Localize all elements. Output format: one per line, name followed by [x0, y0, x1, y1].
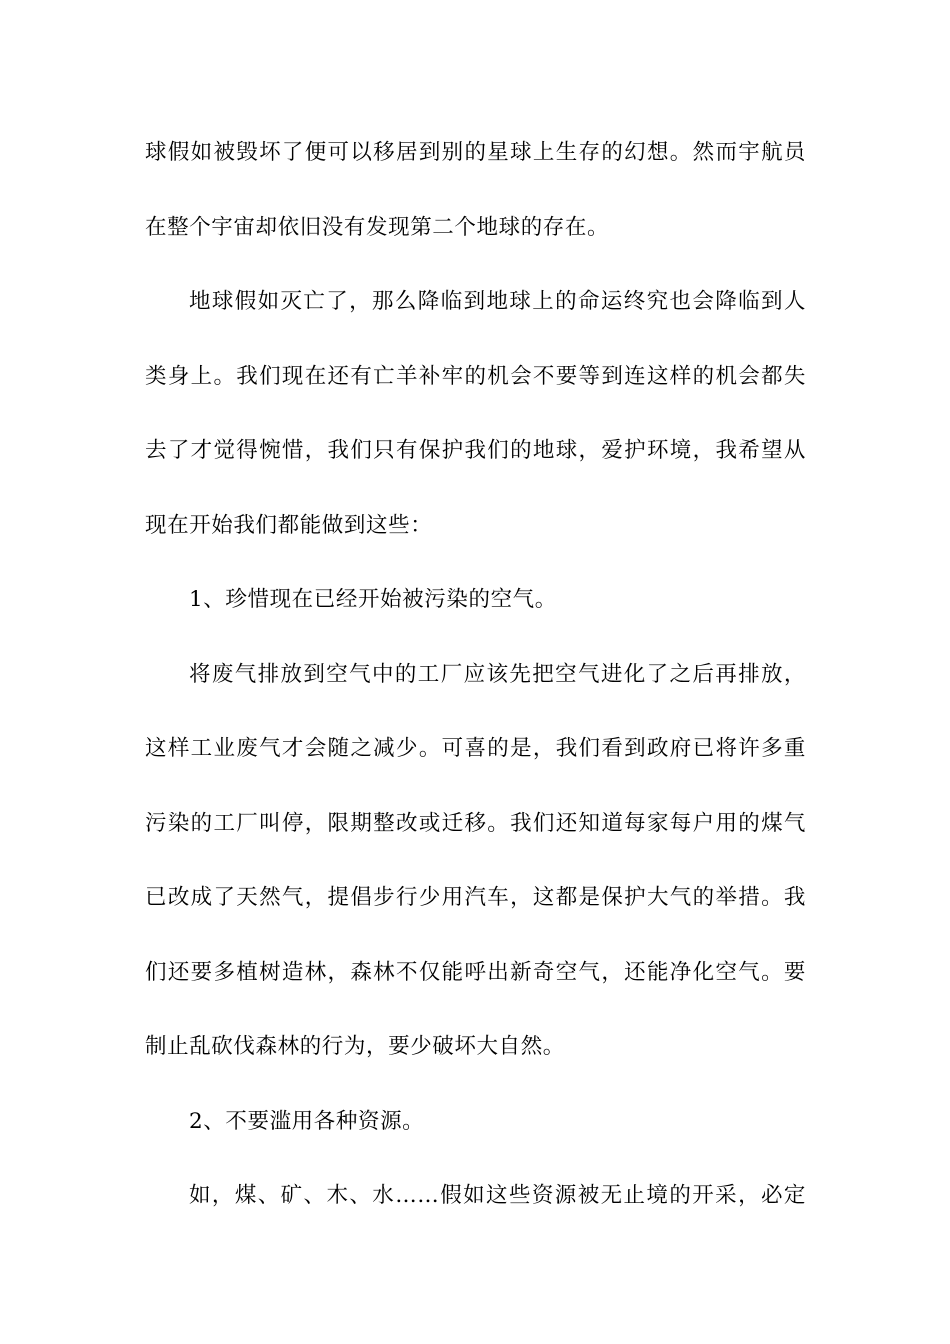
list-item-heading: 2、不要滥用各种资源。 — [189, 1108, 425, 1134]
paragraph-line: 现在开始我们都能做到这些： — [145, 512, 433, 538]
paragraph-line: 将废气排放到空气中的工厂应该先把空气进化了之后再排放， — [189, 661, 806, 687]
paragraph-line: 如，煤、矿、木、水……假如这些资源被无止境的开采，必定 — [189, 1183, 806, 1208]
paragraph-line: 制止乱砍伐森林的行为，要少破坏大自然。 — [145, 1034, 565, 1059]
paragraph-line: 们还要多植树造林，森林不仅能呼出新奇空气，还能净化空气。要 — [145, 959, 806, 985]
paragraph-line: 已改成了天然气，提倡步行少用汽车，这都是保护大气的举措。我 — [145, 885, 806, 910]
document-body — [145, 131, 806, 1249]
paragraph-line: 地球假如灭亡了，那么降临到地球上的命运终究也会降临到人 — [189, 289, 806, 314]
paragraph-line: 类身上。我们现在还有亡羊补牢的机会不要等到连这样的机会都失 — [145, 363, 806, 389]
paragraph-line: 球假如被毁坏了便可以移居到别的星球上生存的幻想。然而宇航员 — [145, 140, 806, 165]
paragraph-line: 在整个宇宙却依旧没有发现第二个地球的存在。 — [145, 214, 610, 240]
paragraph-line: 去了才觉得惋惜，我们只有保护我们的地球，爱护环境，我希望从 — [145, 438, 806, 463]
paragraph-line: 这样工业废气才会随之减少。可喜的是，我们看到政府已将许多重 — [145, 736, 806, 761]
paragraph-line: 污染的工厂叫停，限期整改或迁移。我们还知道每家每户用的煤气 — [145, 810, 806, 836]
list-item-heading: 1、珍惜现在已经开始被污染的空气。 — [189, 587, 557, 612]
